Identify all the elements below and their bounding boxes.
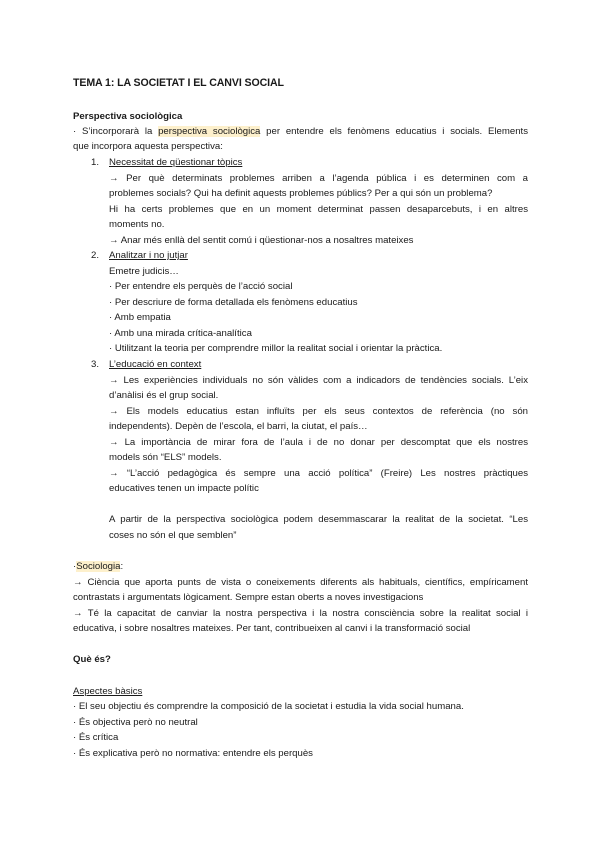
sociologia-line: contrastats i argumentats lògicament. Sempre estan oberts a noves investigacions	[73, 592, 424, 603]
sociologia-colon: :	[120, 561, 124, 572]
list-item-3-line: independents). Depèn de l’escola, el barri, la ciutat, el país…	[109, 421, 368, 432]
list-item-3-line: → “L’acció pedagògica és sempre una acció política” (Freire) Les nostres pràctiques	[109, 468, 528, 479]
sociologia-line: educativa, i sobre nosaltres mateixes. Per tant, contribueixen al canvi i la transformació social	[73, 623, 471, 634]
list-item-1-line: Hi ha certs problemes que en un moment determinat passen desaparcebuts, i en altres	[109, 204, 528, 215]
sociologia-label	[73, 561, 123, 573]
section-heading-perspectiva: Perspectiva sociològica	[73, 111, 183, 122]
aspectes-line: · El seu objectiu és comprendre la composició de la societat i estudia la vida social humana.	[73, 701, 464, 712]
list-item-2-line: · Utilitzant la teoria per comprendre millor la realitat social i orientar la pràctica.	[109, 343, 443, 354]
list-item-2-line: · Amb una mirada crítica-analítica	[109, 328, 252, 339]
list-item-title-1: Necessitat de qüestionar tòpics	[109, 157, 243, 168]
list-item-1-line: → Per què determinats problemes arriben a l’agenda pública i es determinen com a	[109, 173, 528, 184]
list-item-title-3: L’educació en context	[109, 359, 202, 370]
aspectes-line: · És explicativa però no normativa: entendre els perquès	[73, 748, 313, 759]
highlight-sociologia: Sociologia	[76, 561, 121, 572]
list-item-1-line: problemes socials? Qui ha definit aquests problemes públics? Per a qui són un problema?	[109, 188, 493, 199]
intro-text-end: per entendre els fenòmens educatius i socials. Elements	[260, 126, 528, 137]
list-item-3-line: models són “ELS” models.	[109, 452, 222, 463]
list-item-3-line: → Les experiències individuals no són vàlides com a indicadors de tendències socials. L’eix	[109, 375, 528, 386]
list-item-2-line: · Amb empatia	[109, 312, 171, 323]
subheading-aspectes-basics: Aspectes bàsics	[73, 686, 143, 697]
list-item-2-line: Emetre judicis…	[109, 266, 179, 277]
list-item-title-2: Analitzar i no jutjar	[109, 250, 188, 261]
conclusion-line1: A partir de la perspectiva sociològica podem desemmascarar la realitat de la societat. “Les	[109, 514, 528, 525]
sociologia-line: → Té la capacitat de canviar la nostra perspectiva i la nostra consciència sobre la realitat social i	[73, 608, 528, 619]
list-number-2: 2.	[91, 250, 100, 261]
list-item-1-line: → Anar més enllà del sentit comú i qüestionar-nos a nosaltres mateixes	[109, 235, 414, 246]
list-item-3-line: educatives tenen un impacte polític	[109, 483, 259, 494]
conclusion-line2: coses no són el que semblen”	[109, 530, 237, 541]
list-item-3-line: → Els models educatius estan influïts per els seus contextos de referència (no són	[109, 406, 528, 417]
section-heading-que-es: Què és?	[73, 654, 111, 665]
aspectes-line: · És objectiva però no neutral	[73, 717, 198, 728]
sociologia-bullet: ·	[73, 561, 77, 572]
list-item-3-line: → La importància de mirar fora de l’aula i de no donar per descomptat que els nostres	[109, 437, 528, 448]
intro-paragraph-line2: que incorpora aquesta perspectiva:	[73, 141, 223, 152]
intro-paragraph-line1	[73, 126, 528, 138]
list-item-3-line: d’anàlisi és el grup social.	[109, 390, 219, 401]
list-number-1: 1.	[91, 157, 100, 168]
sociologia-line: → Ciència que aporta punts de vista o coneixements diferents als habituals, científics, empíricament	[73, 577, 528, 588]
list-number-3: 3.	[91, 359, 100, 370]
page-title: TEMA 1: LA SOCIETAT I EL CANVI SOCIAL	[73, 77, 284, 89]
list-item-2-line: · Per descriure de forma detallada els fenòmens educatius	[109, 297, 358, 308]
intro-text-start: · S’incorporarà la	[73, 126, 159, 137]
list-item-2-line: · Per entendre els perquès de l’acció social	[109, 281, 293, 292]
aspectes-line: · És crítica	[73, 732, 119, 743]
highlight-perspectiva-sociologica: perspectiva sociològica	[158, 126, 261, 137]
list-item-1-line: moments no.	[109, 219, 165, 230]
